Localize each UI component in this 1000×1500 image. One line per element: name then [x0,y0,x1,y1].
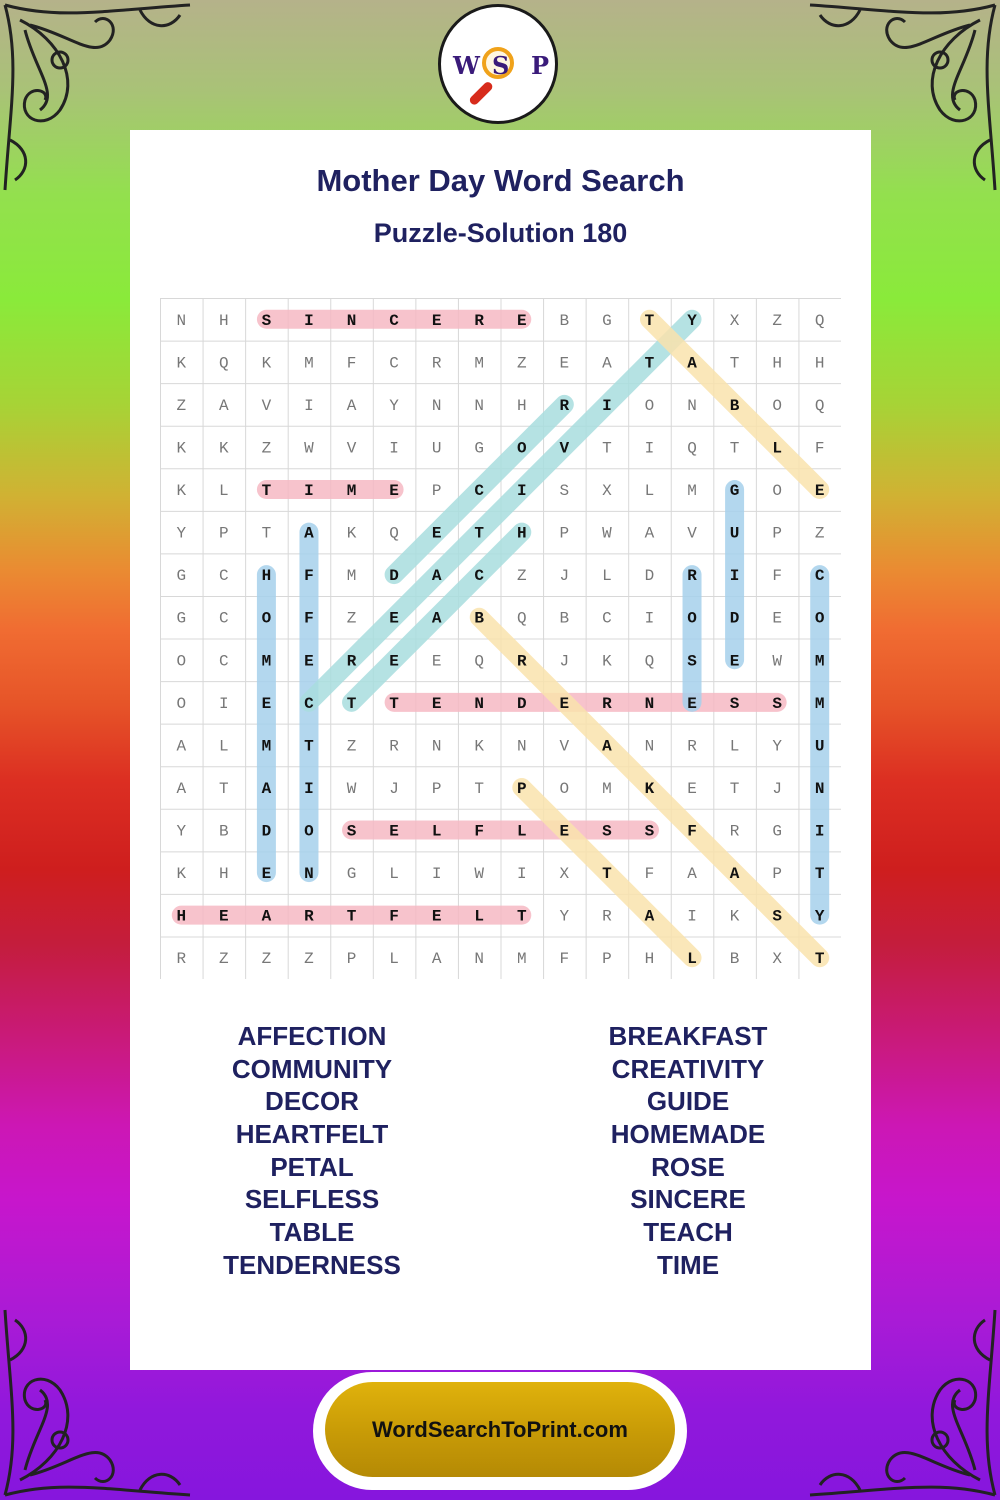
grid-cell[interactable]: Z [772,311,782,330]
grid-cell[interactable]: I [602,396,612,415]
word-search-grid [160,298,841,979]
grid-cell[interactable]: T [304,737,314,756]
grid-cell[interactable]: P [219,524,229,543]
grid-cell[interactable]: K [176,482,187,501]
grid-cell[interactable]: E [389,652,399,671]
grid-cell[interactable]: M [516,950,527,969]
grid-cell[interactable]: V [559,439,570,458]
grid-cell[interactable]: M [814,694,825,713]
grid-cell[interactable]: O [772,482,782,501]
grid-cell[interactable]: K [176,354,187,373]
grid-cell[interactable]: K [261,354,272,373]
grid-cell[interactable]: J [389,779,399,798]
grid-cell[interactable]: A [431,567,442,586]
grid-cell[interactable]: A [687,354,697,373]
grid-cell[interactable]: H [176,907,187,926]
grid-cell[interactable]: K [176,439,187,458]
grid-cell[interactable]: C [474,482,485,501]
grid-cell[interactable]: R [602,694,612,713]
grid-cell[interactable]: E [516,311,527,330]
grid-cell[interactable]: F [389,907,399,926]
grid-cell[interactable]: C [814,567,825,586]
grid-cell[interactable]: L [431,822,442,841]
grid-cell[interactable]: W [602,524,612,543]
grid-cell[interactable]: H [219,865,229,884]
grid-cell[interactable]: A [431,609,442,628]
grid-cell[interactable]: I [304,311,314,330]
grid-cell[interactable]: J [559,652,570,671]
grid-cell[interactable]: D [389,567,399,586]
grid-cell[interactable]: T [814,865,825,884]
grid-cell[interactable]: E [431,652,442,671]
magnifier-handle [468,80,494,106]
grid-cell[interactable]: P [431,482,442,501]
grid-cell[interactable]: F [772,567,782,586]
wsp-logo[interactable] [438,4,558,124]
grid-cell[interactable]: Z [261,950,272,969]
grid-cell[interactable]: E [389,822,399,841]
grid-cell[interactable]: J [772,779,782,798]
grid-cell[interactable]: X [729,311,740,330]
grid-cell[interactable]: Y [772,737,782,756]
grid-svg [160,298,841,979]
grid-cell[interactable]: Z [261,439,272,458]
grid-cell[interactable]: T [729,779,740,798]
grid-cell[interactable]: M [261,737,272,756]
grid-cell[interactable]: R [474,311,485,330]
grid-cell[interactable]: O [304,822,314,841]
grid-cell[interactable]: L [729,737,740,756]
grid-cell[interactable]: K [729,907,740,926]
word-list-item: TEACH [643,1217,733,1248]
grid-cell[interactable]: K [346,524,357,543]
grid-cell[interactable]: O [772,396,782,415]
grid-cell[interactable]: Z [516,567,527,586]
grid-cell[interactable]: Y [559,907,570,926]
grid-cell[interactable]: M [304,354,314,373]
grid-cell[interactable]: O [687,609,697,628]
grid-cell[interactable]: N [474,694,485,713]
grid-cell[interactable]: E [729,652,740,671]
word-list-item: TABLE [269,1217,355,1248]
grid-cell[interactable]: T [516,907,527,926]
grid-cell[interactable]: A [644,524,655,543]
grid-cell[interactable]: T [602,439,612,458]
grid-cell[interactable]: R [176,950,187,969]
grid-cell[interactable]: L [602,567,612,586]
grid-cell[interactable]: M [474,354,485,373]
grid-cell[interactable]: O [176,694,187,713]
grid-cell[interactable]: A [304,524,314,543]
grid-cell[interactable]: M [602,779,612,798]
grid-cell[interactable]: L [687,950,697,969]
grid-cell[interactable]: E [219,907,229,926]
grid-cell[interactable]: Z [814,524,825,543]
word-list-item: COMMUNITY [231,1053,393,1084]
grid-cell[interactable]: S [772,694,782,713]
grid-cell[interactable]: N [814,779,825,798]
grid-cell[interactable]: M [687,482,697,501]
grid-cell[interactable]: M [814,652,825,671]
grid-cell[interactable]: S [772,907,782,926]
grid-cell[interactable]: B [729,950,740,969]
grid-cell[interactable]: H [261,567,272,586]
grid-cell[interactable]: J [559,567,570,586]
grid-cell[interactable]: B [474,609,485,628]
grid-cell[interactable]: D [261,822,272,841]
grid-cell[interactable]: M [346,567,357,586]
grid-cell[interactable]: F [304,609,314,628]
logo-letter-w: W [453,51,480,80]
grid-cell[interactable]: T [729,354,740,373]
grid-cell[interactable]: H [516,396,527,415]
grid-cell[interactable]: G [474,439,485,458]
grid-cell[interactable]: G [602,311,612,330]
grid-cell[interactable]: E [431,907,442,926]
grid-cell[interactable]: B [559,609,570,628]
grid-cell[interactable]: K [176,865,187,884]
word-list-item: GUIDE [646,1086,730,1117]
grid-cell[interactable]: P [602,950,612,969]
word-list-item: AFFECTION [237,1021,387,1051]
grid-cell[interactable]: E [559,694,570,713]
grid-cell[interactable]: I [304,482,314,501]
grid-cell[interactable]: Z [346,609,357,628]
grid-cell[interactable]: Q [474,652,485,671]
grid-cell[interactable]: K [474,737,485,756]
grid-cell[interactable]: T [219,779,229,798]
grid-cell[interactable]: T [346,907,357,926]
grid-cell[interactable]: T [389,694,399,713]
grid-cell[interactable]: V [261,396,272,415]
grid-cell[interactable]: Y [687,311,697,330]
logo-letter-p: P [531,51,550,80]
grid-cell[interactable]: R [516,652,527,671]
grid-cell[interactable]: G [176,609,187,628]
grid-cell[interactable]: I [516,865,527,884]
grid-cell[interactable]: U [729,524,740,543]
grid-cell[interactable]: A [729,865,740,884]
grid-cell[interactable]: E [687,779,697,798]
grid-cell[interactable]: T [602,865,612,884]
grid-cell[interactable]: A [261,779,272,798]
grid-cell[interactable]: L [772,439,782,458]
grid-cell[interactable]: Q [814,396,825,415]
grid-cell[interactable]: X [559,865,570,884]
word-list-item: HOMEMADE [610,1119,766,1150]
word-list-item: TENDERNESS [223,1249,401,1280]
grid-cell[interactable]: P [346,950,357,969]
website-button[interactable] [313,1372,687,1490]
grid-cell[interactable]: E [431,694,442,713]
grid-cell[interactable]: L [474,907,485,926]
grid-cell[interactable]: N [431,396,442,415]
grid-cell[interactable]: E [814,482,825,501]
grid-cell[interactable]: G [772,822,782,841]
word-list-item: PETAL [270,1151,354,1182]
grid-cell[interactable]: S [644,822,655,841]
grid-cell[interactable]: T [644,311,655,330]
grid-cell[interactable]: L [389,950,399,969]
grid-cell[interactable]: F [346,354,357,373]
grid-cell[interactable]: Y [814,907,825,926]
grid-cell[interactable]: C [602,609,612,628]
grid-cell[interactable]: T [644,354,655,373]
grid-cell[interactable]: V [559,737,570,756]
grid-cell[interactable]: T [474,779,485,798]
grid-cell[interactable]: Q [389,524,399,543]
grid-cell[interactable]: N [474,396,485,415]
grid-cell[interactable]: D [729,609,740,628]
grid-cell[interactable]: G [346,865,357,884]
grid-cell[interactable]: G [176,567,187,586]
grid-cell[interactable]: R [304,907,314,926]
grid-cell[interactable]: A [602,737,612,756]
grid-cell[interactable]: Z [176,396,187,415]
grid-cell[interactable]: U [431,439,442,458]
grid-cell[interactable]: W [346,779,357,798]
grid-cell[interactable]: N [346,311,357,330]
grid-cell[interactable]: I [729,567,740,586]
grid-cell[interactable]: C [389,311,399,330]
grid-cell[interactable]: W [474,865,485,884]
page-title: Mother Day Word Search [316,163,685,198]
grid-cell[interactable]: R [729,822,740,841]
grid-cell[interactable]: O [516,439,527,458]
grid-cell[interactable]: V [687,524,697,543]
grid-cell[interactable]: T [814,950,825,969]
grid-cell[interactable]: Q [687,439,697,458]
word-list-item: TIME [656,1249,720,1280]
grid-cell[interactable]: L [644,482,655,501]
grid-cell[interactable]: E [431,524,442,543]
grid-cell[interactable]: S [261,311,272,330]
grid-cell[interactable]: L [219,482,229,501]
word-list-item: DECOR [265,1086,359,1117]
grid-cell[interactable]: T [729,439,740,458]
grid-cell[interactable]: R [431,354,442,373]
grid-cell[interactable]: F [304,567,314,586]
grid-cell[interactable]: F [559,950,570,969]
word-list-right [488,1020,888,1282]
grid-cell[interactable]: I [304,779,314,798]
grid-cell[interactable]: N [516,737,527,756]
grid-cell[interactable]: Q [516,609,527,628]
grid-cell[interactable]: N [176,311,187,330]
grid-cell[interactable]: X [772,950,782,969]
word-list-item: HEARTFELT [235,1119,389,1150]
website-label: WordSearchToPrint.com [325,1382,675,1477]
grid-cell[interactable]: V [346,439,357,458]
grid-cell[interactable]: A [176,779,187,798]
grid-cell[interactable]: A [219,396,229,415]
grid-cell[interactable]: A [346,396,357,415]
grid-cell[interactable]: I [516,482,527,501]
grid-cell[interactable]: A [176,737,187,756]
grid-cell[interactable]: A [431,950,442,969]
grid-cell[interactable]: R [559,396,570,415]
grid-cell[interactable]: C [219,652,229,671]
grid-cell[interactable]: N [474,950,485,969]
grid-cell[interactable]: K [219,439,229,458]
grid-cell[interactable]: S [559,482,570,501]
grid-cell[interactable]: C [304,694,314,713]
grid-cell[interactable]: H [814,354,825,373]
grid-cell[interactable]: I [644,609,655,628]
grid-cell[interactable]: I [389,439,399,458]
grid-cell[interactable]: R [687,567,697,586]
grid-cell[interactable]: A [644,907,655,926]
grid-cell[interactable]: B [559,311,570,330]
grid-cell[interactable]: D [516,694,527,713]
grid-cell[interactable]: C [219,567,229,586]
grid-cell[interactable]: L [389,865,399,884]
grid-cell[interactable]: Y [176,524,187,543]
grid-cell[interactable]: O [644,396,655,415]
grid-cell[interactable]: T [346,694,357,713]
grid-cell[interactable]: D [644,567,655,586]
grid-cell[interactable]: I [219,694,229,713]
grid-cell[interactable]: Q [219,354,229,373]
grid-cell[interactable]: S [687,652,697,671]
word-list-item: SINCERE [630,1184,746,1215]
grid-cell[interactable]: S [346,822,357,841]
grid-cell[interactable]: E [304,652,314,671]
grid-cell[interactable]: E [261,865,272,884]
grid-cell[interactable]: Z [304,950,314,969]
grid-cell[interactable]: H [219,311,229,330]
grid-cell[interactable]: P [559,524,570,543]
grid-cell[interactable]: C [389,354,399,373]
grid-cell[interactable]: C [474,567,485,586]
grid-cell[interactable]: S [729,694,740,713]
word-list-left [112,1020,512,1282]
grid-cell[interactable]: T [474,524,485,543]
grid-cell[interactable]: O [814,609,825,628]
grid-cell[interactable]: H [516,524,527,543]
grid-cell[interactable]: N [304,865,314,884]
grid-cell[interactable]: O [559,779,570,798]
word-list-item: ROSE [651,1151,725,1182]
grid-cell[interactable]: M [261,652,272,671]
grid-cell[interactable]: H [772,354,782,373]
grid-cell[interactable]: F [644,865,655,884]
grid-cell[interactable]: R [687,737,697,756]
logo-letter-s: S [492,51,510,80]
grid-cell[interactable]: E [559,822,570,841]
grid-cell[interactable]: W [304,439,314,458]
word-list-item: CREATIVITY [611,1053,765,1084]
grid-cell[interactable]: E [389,482,399,501]
grid-cell[interactable]: A [602,354,612,373]
grid-cell[interactable]: R [346,652,357,671]
grid-cell[interactable]: Q [814,311,825,330]
grid-cell[interactable]: P [772,524,782,543]
grid-cell[interactable]: E [559,354,570,373]
grid-cell[interactable]: N [687,396,697,415]
grid-cell[interactable]: I [814,822,825,841]
grid-cell[interactable]: I [687,907,697,926]
grid-cell[interactable]: X [602,482,612,501]
grid-cell[interactable]: Z [516,354,527,373]
grid-cell[interactable]: B [729,396,740,415]
page-subtitle: Puzzle-Solution 180 [373,218,628,248]
grid-cell[interactable]: E [261,694,272,713]
grid-cell[interactable]: I [644,439,655,458]
grid-cell[interactable]: O [261,609,272,628]
grid-cell[interactable]: R [389,737,399,756]
grid-cell[interactable]: E [389,609,399,628]
grid-cell[interactable]: L [516,822,527,841]
grid-cell[interactable]: O [176,652,187,671]
grid-cell[interactable]: P [431,779,442,798]
grid-cell[interactable]: A [261,907,272,926]
grid-cell[interactable]: G [729,482,740,501]
grid-cell[interactable]: P [516,779,527,798]
grid-cell[interactable]: E [687,694,697,713]
grid-cell[interactable]: S [602,822,612,841]
grid-cell[interactable]: E [431,311,442,330]
grid-cell[interactable]: L [219,737,229,756]
word-list-item: SELFLESS [244,1184,380,1215]
grid-cell[interactable]: Y [389,396,399,415]
grid-cell[interactable]: Y [176,822,187,841]
grid-cell[interactable]: N [431,737,442,756]
grid-cell[interactable]: N [644,694,655,713]
grid-cell[interactable]: Z [346,737,357,756]
grid-cell[interactable]: K [644,779,655,798]
grid-cell[interactable]: F [687,822,697,841]
grid-cell[interactable]: Z [219,950,229,969]
grid-cell[interactable]: F [474,822,485,841]
grid-cell[interactable]: M [346,482,357,501]
grid-cell[interactable]: Q [644,652,655,671]
grid-cell[interactable]: R [602,907,612,926]
grid-cell[interactable]: E [772,609,782,628]
grid-cell[interactable]: I [431,865,442,884]
grid-cell[interactable]: W [772,652,782,671]
grid-cell[interactable]: C [219,609,229,628]
grid-cell[interactable]: F [814,439,825,458]
grid-cell[interactable]: I [304,396,314,415]
grid-cell[interactable]: A [687,865,697,884]
grid-cell[interactable]: T [261,482,272,501]
word-list-item: BREAKFAST [608,1021,768,1051]
grid-cell[interactable]: T [261,524,272,543]
grid-cell[interactable]: B [219,822,229,841]
grid-cell[interactable]: N [644,737,655,756]
grid-cell[interactable]: K [602,652,612,671]
grid-cell[interactable]: P [772,865,782,884]
grid-cell[interactable]: U [814,737,825,756]
grid-cell[interactable]: H [644,950,655,969]
